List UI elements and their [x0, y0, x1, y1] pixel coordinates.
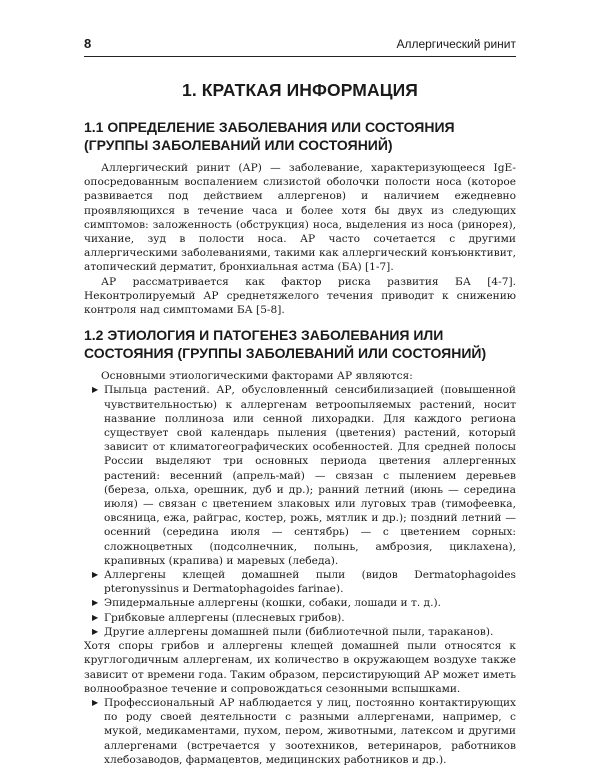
- bullet-triangle-icon: ▶: [92, 570, 99, 580]
- running-head: [84, 36, 516, 57]
- paragraph-etiology-intro: Основными этиологическими факторами АР являются:: [101, 370, 413, 383]
- bullet-triangle-icon: ▶: [92, 385, 99, 395]
- bullet-triangle-icon: ▶: [92, 697, 99, 707]
- paragraph-risk-factor: АР рассматривается как фактор риска развития БА [4-7]. Неконтролируемый АР среднетяжелого течения приводит к снижению контроля над симптомами БА [5-8].: [84, 275, 516, 317]
- list-item: [84, 625, 516, 639]
- running-title: Аллергический ринит: [396, 37, 516, 51]
- list-item-text: Аллергены клещей домашней пыли (видов Dermatophagoides pteronyssinus и Dermatophagoides farinae).: [104, 569, 516, 596]
- page-number: 8: [84, 36, 92, 51]
- bullet-triangle-icon: ▶: [92, 598, 99, 608]
- paragraph-seasonal-note: Хотя споры грибов и аллергены клещей домашней пыли относятся к круглогодичным аллергенам, их количество в окружающем воздухе также зависит от времени года. Таким образом, персистирующий АР может иметь волнообразное течение и сопровождаться сезонными вспышками.: [84, 640, 516, 695]
- occupational-factor-list: [84, 696, 516, 767]
- list-item-text: Профессиональный АР наблюдается у лиц, постоянно контактирующих по роду своей деятельности с разными аллергенами, например, с мукой, медикаментами, пухом, пером, животными, латексом и другими аллергенами (встречается у зоотехников, ветеринаров, работников хлебозаводов, фармацевтов, медицинских работников и др.).: [104, 696, 516, 766]
- bullet-triangle-icon: ▶: [92, 612, 99, 622]
- subsection-title-etiology: 1.2 ЭТИОЛОГИЯ И ПАТОГЕНЕЗ ЗАБОЛЕВАНИЯ ИЛИ СОСТОЯНИЯ (ГРУППЫ ЗАБОЛЕВАНИЙ ИЛИ СОСТОЯНИЙ): [84, 327, 487, 362]
- subsection-title-definition: 1.1 ОПРЕДЕЛЕНИЕ ЗАБОЛЕВАНИЯ ИЛИ СОСТОЯНИЯ (ГРУППЫ ЗАБОЛЕВАНИЙ ИЛИ СОСТОЯНИЙ): [84, 119, 455, 153]
- list-item-text: Грибковые аллергены (плесневых грибов).: [104, 611, 345, 624]
- list-item: [84, 568, 516, 596]
- section-title: 1. КРАТКАЯ ИНФОРМАЦИЯ: [182, 80, 418, 100]
- list-item-text: Другие аллергены домашней пыли (библиотечной пыли, тараканов).: [104, 625, 494, 638]
- list-item: [84, 611, 516, 625]
- bullet-triangle-icon: ▶: [92, 626, 99, 636]
- list-item-text: Пыльца растений. АР, обусловленный сенсибилизацией (повышенной чувствительностью) к аллергенам ветроопыляемых растений, носит название поллиноза или сенной лихорадки. Для каждого региона существует свой календарь пыления (цветения) растений, который зависит от климатогеографических особенностей. Для средней полосы России выделяют три основных периода цветения аллергенных растений: весенний (апрель-май) — связан с пылением деревьев (береза, ольха, орешник, дуб и др.); ранний летний (июнь — середина июля) — связан с цветением злаковых или луговых трав (тимофеевка, овсяница, ежа, райграс, костер, рожь, мятлик и др.); поздний летний — осенний (середина июля — сентябрь) — с цветением сорных: сложноцветных (подсолнечник, полынь, амброзия, циклахена), крапивных (крапива) и маревых (лебеда).: [104, 384, 516, 567]
- list-item-text: Эпидермальные аллергены (кошки, собаки, лошади и т. д.).: [104, 597, 441, 610]
- etiology-factor-list: [84, 383, 516, 639]
- page-content: [84, 80, 516, 767]
- list-item: [84, 596, 516, 610]
- list-item: [84, 696, 516, 767]
- list-item: [84, 383, 516, 568]
- paragraph-definition: Аллергический ринит (АР) — заболевание, характеризующееся IgE-опосредованным воспалением слизистой оболочки полости носа (которое развивается под действием аллергенов) и наличием ежедневно проявляющихся в течение часа и более хотя бы двух из следующих симптомов: заложенность (обструкция) носа, выделения из носа (ринорея), чихание, зуд в полости носа. АР часто сочетается с другими аллергическими заболеваниями, такими как аллергический конъюнктивит, атопический дерматит, бронхиальная астма (БА) [1-7].: [84, 162, 516, 274]
